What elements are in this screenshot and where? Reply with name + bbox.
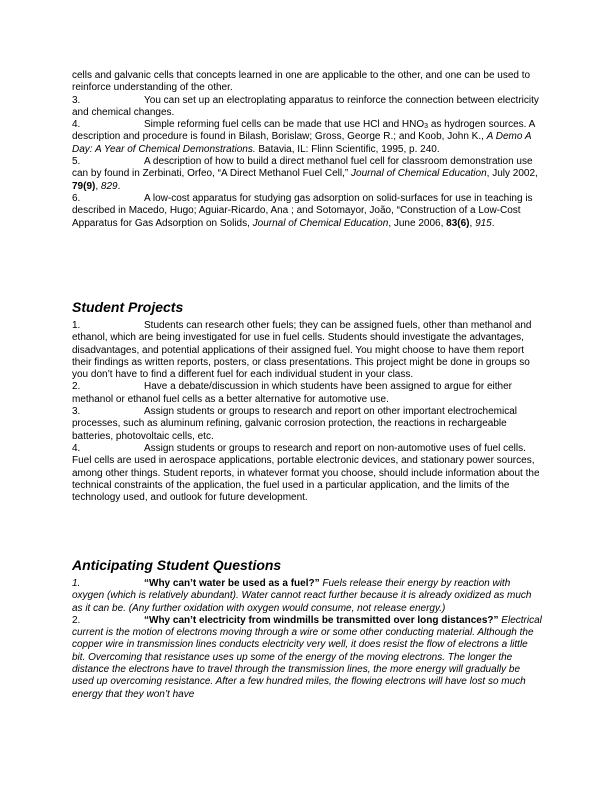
project-item	[72, 443, 542, 504]
item-number: 5.	[72, 156, 81, 168]
pages: 829	[100, 180, 118, 192]
item-text: Simple reforming fuel cells can be made that use HCl and HNO	[144, 119, 425, 131]
item-text: as hydrogen sources. A description and procedure is found in Bilash, Borislaw; Gross, George R.; and Koob, John K.,	[72, 119, 535, 143]
item-number: 3.	[72, 94, 81, 106]
reference-continuation: cells and galvanic cells that concepts learned in one are applicable to the other, and one can be used to reinforce understanding of the other.	[72, 70, 531, 94]
student-projects-heading: Student Projects	[72, 299, 184, 315]
item-text: A description of how to build a direct methanol fuel cell for classroom demonstration use can by found in Zerbinati, Orfeo, “A Direct Methanol Fuel Cell,”	[72, 156, 533, 180]
item-number: 1.	[72, 320, 81, 331]
volume: 79(9)	[72, 180, 96, 192]
reference-item-5	[72, 156, 542, 193]
volume: 83(6)	[446, 217, 470, 229]
item-text: , June 2006,	[388, 217, 447, 229]
item-text: Assign students or groups to research and report on non-automotive uses of fuel cells. Fuel cells are used in aerospace applications, portable electronic devices, and stationary power sources, among other things. Student reports, in whatever format you choose, should include information about the technical constraints of the application, the fuel used in a particular application, and the limits of the technology used, and outlook for future development.	[72, 442, 540, 504]
references-list	[72, 70, 542, 230]
student-questions-list	[72, 578, 542, 701]
question-item	[72, 578, 542, 615]
project-item	[72, 406, 542, 443]
item-number: 6.	[72, 192, 81, 204]
item-text: .	[117, 180, 121, 192]
question-text: “Why can’t electricity from windmills be transmitted over long distances?”	[144, 614, 499, 626]
student-projects-list	[72, 320, 542, 504]
question-text: “Why can’t water be used as a fuel?”	[144, 578, 320, 589]
item-text: Assign students or groups to research and report on other important electrochemical processes, such as aluminum refining, galvanic corrosion protection, the reactions in rechargeable batteries, photovoltaic cells, etc.	[72, 406, 517, 442]
question-item	[72, 615, 542, 701]
item-text: .	[491, 217, 495, 229]
item-text: A low-cost apparatus for studying gas adsorption on solid-surfaces for use in teaching is described in Macedo, Hugo; Aguiar-Ricardo, Ana ; and Sotomayor, João, “Construction of a Low-Cost Apparatus for Gas Adsorption on Solids,	[72, 192, 533, 229]
item-number: 3.	[72, 406, 81, 418]
item-number: 2.	[72, 381, 81, 393]
pages: 915	[475, 217, 492, 229]
reference-item-3	[72, 95, 542, 120]
item-number: 4.	[72, 442, 81, 454]
reference-item-6	[72, 193, 542, 230]
subscript: 3	[424, 123, 429, 131]
item-text: Batavia, IL: Flinn Scientific, 1995, p. 240.	[255, 143, 440, 155]
project-item	[72, 320, 542, 381]
item-text: Have a debate/discussion in which students have been assigned to argue for either methanol or ethanol fuel cells as a better alternative for automotive use.	[72, 381, 513, 405]
reference-item-4	[72, 119, 542, 156]
student-questions-heading: Anticipating Student Questions	[72, 557, 282, 573]
item-number: 1.	[72, 578, 81, 589]
book-title: A Demo A Day: A Year of Chemical Demonstrations.	[72, 131, 532, 155]
item-text: ,	[469, 217, 476, 229]
journal-title: Journal of Chemical Education	[252, 217, 389, 229]
item-number: 2.	[72, 614, 81, 626]
item-text: ,	[95, 180, 101, 192]
project-item	[72, 381, 542, 406]
item-number: 4.	[72, 119, 81, 131]
item-text: Students can research other fuels; they can be assigned fuels, other than methanol and ethanol, which are being investigated for use in fuel cells. Students should investigate the advantages, disadvantages, and potential applications of their assigned fuel. You might choose to have them report their findings as written reports, posters, or class presentations. This project might be done in groups so you don’t have to find a different fuel for each individual student in your class.	[72, 320, 532, 381]
answer-text: Electrical current is the motion of electrons moving through a wire or some other conducting material. Although the copper wire in transmission lines conducts electricity very well, it does resist the flow of electrons a little bit. Overcoming that resistance uses up some of the energy of the moving electrons. The longer the distance the electrons have to travel through the transmission lines, the more energy will gradually be used up overcoming resistance. After a few hundred miles, the flowing electrons will have lost so much energy that they won’t have	[72, 614, 542, 700]
item-text: , July 2002,	[486, 168, 538, 180]
item-text: You can set up an electroplating apparatus to reinforce the connection between electricity and chemical changes.	[72, 94, 539, 118]
answer-text: Fuels release their energy by reaction with oxygen (which is relatively abundant). Water cannot react further because it is already oxidized as much as it can be. (Any further oxidation with oxygen would consume, not release energy.)	[72, 578, 532, 614]
journal-title: Journal of Chemical Education	[351, 168, 487, 180]
